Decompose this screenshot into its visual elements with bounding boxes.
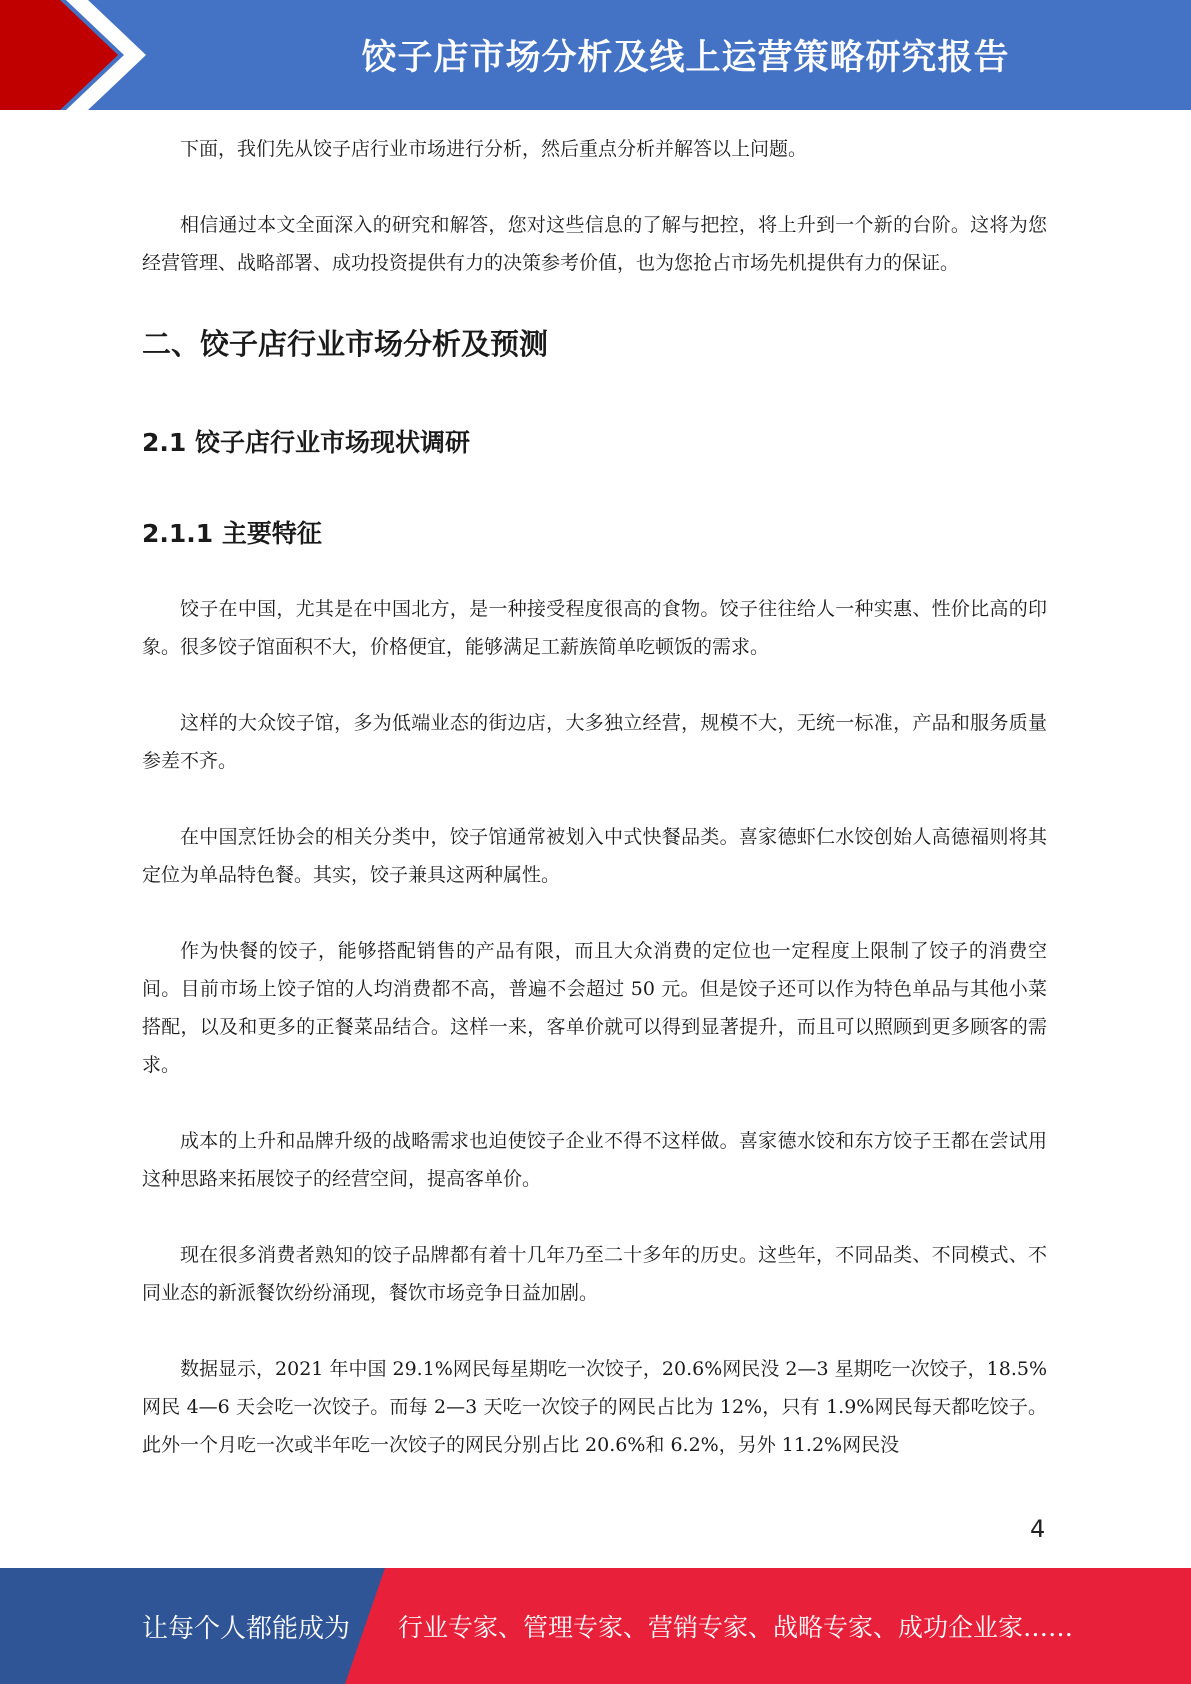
intro-paragraph: 相信通过本文全面深入的研究和解答，您对这些信息的了解与把控，将上升到一个新的台阶。这将为您经营管理、战略部署、成功投资提供有力的决策参考价值，也为您抢占市场先机提供有力的保证。 [142,214,1047,274]
subsection-heading: 2.1 饺子店行业市场现状调研 [142,428,470,457]
body-paragraph: 这样的大众饺子馆，多为低端业态的街边店，大多独立经营，规模不大，无统一标准，产品和服务质量参差不齐。 [142,712,1047,772]
body-paragraph: 数据显示，2021 年中国 29.1%网民每星期吃一次饺子，20.6%网民没 2—3 星期吃一次饺子，18.5%网民 4—6 天会吃一次饺子。而每 2—3 天吃一次饺子的网民占比为 12%，只有 1.9%网民每天都吃饺子。此外一个月吃一次或半年吃一次饺子的网民分别占比 20.6%和 6.2%，另外 11.2%网民没 [142,1358,1047,1456]
footer-slogan-left: 让每个人都能成为 [142,1613,351,1644]
body-paragraph: 成本的上升和品牌升级的战略需求也迫使饺子企业不得不这样做。喜家德水饺和东方饺子王都在尝试用这种思路来拓展饺子的经营空间，提高客单价。 [142,1130,1047,1190]
body-paragraph: 现在很多消费者熟知的饺子品牌都有着十几年乃至二十多年的历史。这些年，不同品类、不同模式、不同业态的新派餐饮纷纷涌现，餐饮市场竞争日益加剧。 [142,1244,1047,1304]
footer-slogan-right: 行业专家、管理专家、营销专家、战略专家、成功企业家…… [398,1613,1074,1642]
document-title: 饺子店市场分析及线上运营策略研究报告 [361,38,1010,78]
section-heading: 二、饺子店行业市场分析及预测 [142,327,549,361]
intro-paragraph: 下面，我们先从饺子店行业市场进行分析，然后重点分析并解答以上问题。 [180,138,808,160]
main-content [142,130,1047,1464]
footer-banner [0,1568,1191,1684]
body-paragraph: 作为快餐的饺子，能够搭配销售的产品有限，而且大众消费的定位也一定程度上限制了饺子的消费空间。目前市场上饺子馆的人均消费都不高，普遍不会超过 50 元。但是饺子还可以作为特色单品与其他小菜搭配，以及和更多的正餐菜品结合。这样一来，客单价就可以得到显著提升，而且可以照顾到更多顾客的需求。 [142,940,1047,1076]
subsubsection-heading: 2.1.1 主要特征 [142,519,322,548]
body-paragraph: 在中国烹饪协会的相关分类中，饺子馆通常被划入中式快餐品类。喜家德虾仁水饺创始人高德福则将其定位为单品特色餐。其实，饺子兼具这两种属性。 [142,826,1047,886]
body-paragraph: 饺子在中国，尤其是在中国北方，是一种接受程度很高的食物。饺子往往给人一种实惠、性价比高的印象。很多饺子馆面积不大，价格便宜，能够满足工薪族简单吃顿饭的需求。 [142,598,1047,658]
header-arrow-decoration [0,0,160,110]
header-banner [0,0,1191,110]
page-number: 4 [1030,1515,1046,1543]
